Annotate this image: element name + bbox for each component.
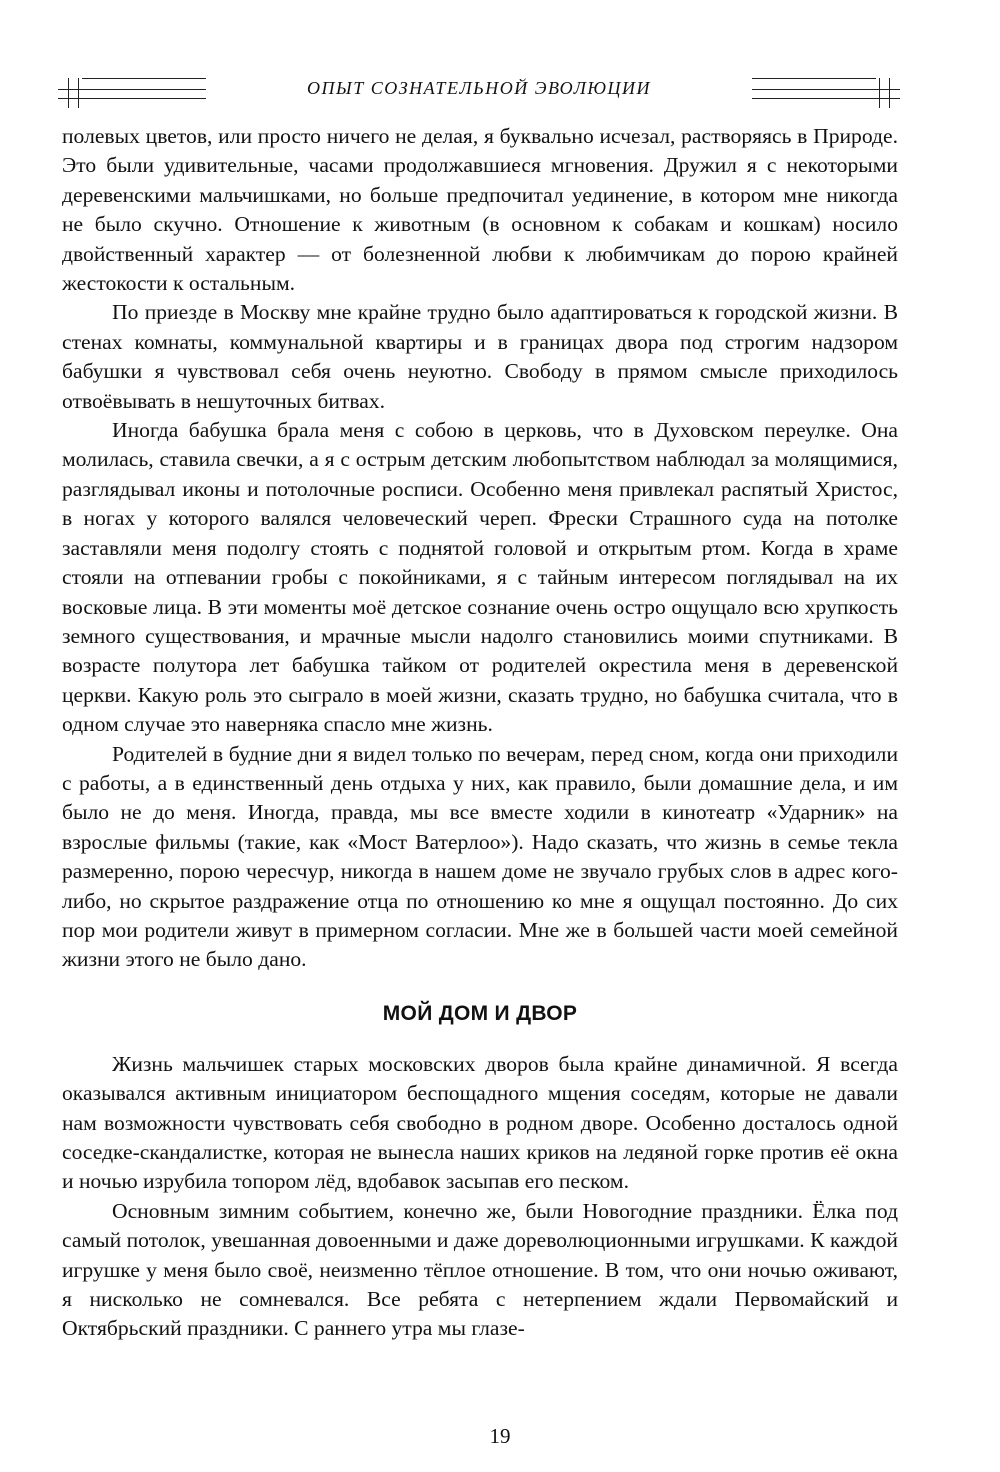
paragraph: полевых цветов, или просто ничего не делая, я буквально исчезал, растворяясь в Природе. Это были удивительные, часами продолжавшиеся мгновения. Дружил я с некоторыми деревенскими мальчишками, но больше предпочитал уединение, в котором мне никогда не было скучно. Отношение к животным (в основном к собакам и кошкам) носило двойственный характер — от болезненной любви к любимчикам до порою крайней жестокости к остальным. [62,124,898,296]
paragraph: Основным зимним событием, конечно же, были Новогодние праздники. Ёлка под самый потолок, увешанная довоенными и даже дореволюционными игрушками. К каждой игрушке у меня было своё, неизменно тёплое отношение. В том, что они ночью оживают, я нисколько не сомневался. Все ребята с нетерпением ждали Первомайский и Октябрьский праздники. С раннего утра мы глазе- [62,1198,898,1341]
paragraph: По приезде в Москву мне крайне трудно было адаптироваться к городской жизни. В стенах комнаты, коммунальной квартиры и в границах двора под строгим надзором бабушки я чувствовал себя очень неуютно. Свободу в прямом смысле приходилось отвоёвывать в нешуточных битвах. [62,300,898,413]
paragraph: Жизнь мальчишек старых московских дворов была крайне динамичной. Я всегда оказывался активным инициатором беспощадного мщения соседям, которые не давали нам возможности чувствовать себя свободно в родном дворе. Особенно досталось одной соседке-скандалистке, которая не вынесла наших криков на ледяной горке против её окна и ночью изрубила топором лёд, вдобавок засыпав его песком. [62,1051,898,1194]
paragraph: Иногда бабушка брала меня с собою в церковь, что в Духовском переулке. Она молилась, ставила свечки, а я с острым детским любопытством наблюдал за молящимися, разглядывал иконы и потолочные росписи. Особенно меня привлекал распятый Христос, в ногах у которого валялся человеческий череп. Фрески Страшного суда на потолке заставляли меня подолгу стоять с поднятой головой и открытым ртом. Когда в храме стояли на отпевании гробы с покойниками, я с тайным интересом поглядывал на их восковые лица. В эти моменты моё детское сознание очень остро ощущало всю хрупкость земного существования, и мрачные мысли надолго становились моими спутниками. В возрасте полутора лет бабушка тайком от родителей окрестила меня в деревенской церкви. Какую роль это сыграло в моей жизни, сказать трудно, но бабушка считала, что в одном случае это наверняка спасло мне жизнь. [62,418,898,737]
page-number: 19 [489,1424,511,1448]
running-header [58,70,900,110]
running-title: ОПЫТ СОЗНАТЕЛЬНОЙ ЭВОЛЮЦИИ [307,78,651,98]
paragraph: Родителей в будние дни я видел только по вечерам, перед сном, когда они приходили с работы, а в единственный день отдыха у них, как правило, были домашние дела, и им было не до меня. Иногда, правда, мы все вместе ходили в кинотеатр «Ударник» на взрослые фильмы (такие, как «Мост Ватерлоо»). Надо сказать, что жизнь в семье текла размеренно, порою чересчур, никогда в нашем доме не звучало грубых слов в адрес кого-либо, но скрытое раздражение отца по отношению ко мне я ощущал постоянно. До сих пор мои родители живут в примерном согласии. Мне же в большей части моей семейной жизни этого не было дано. [62,741,898,972]
section-heading: МОЙ ДОМ И ДВОР [382,1001,578,1025]
body-text [62,122,898,1344]
